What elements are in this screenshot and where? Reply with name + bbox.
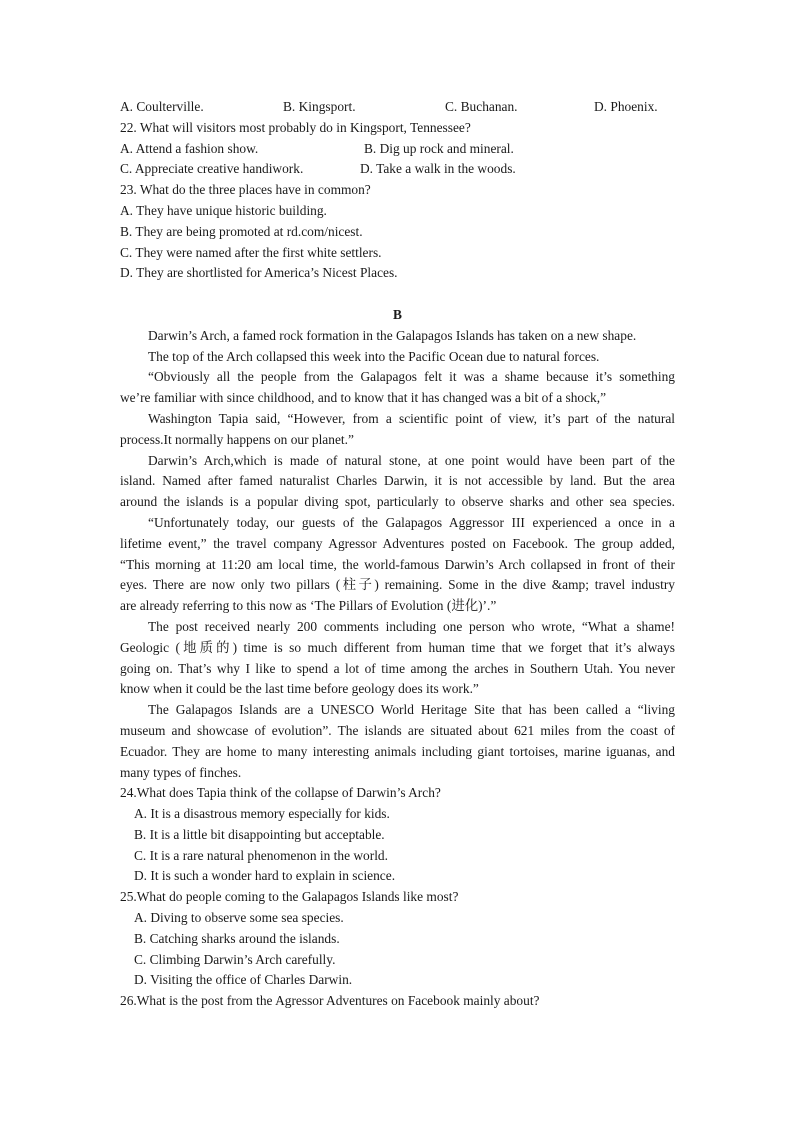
q24-option-b: B. It is a little bit disappointing but acceptable. [134,826,385,842]
q22-option-b: B. Dig up rock and mineral. [364,140,514,156]
q22-options-row2 [120,159,675,180]
passage-paragraph-2 [120,347,675,368]
q23-option-a: A. They have unique historic building. [120,202,327,218]
passage-line: Geologic (地质的) time is so much different from human time that we forget that it’s always [120,639,675,655]
passage-paragraph-7 [120,617,675,700]
passage-line: are already referring to this now as ‘The Pillars of Evolution (进化)’.” [120,598,497,614]
section-title: B [393,306,402,322]
passage-line: going on. That’s why I like to spend a lot of time among the arches in Southern Utah. You never [120,660,675,676]
passage-line: Washington Tapia said, “However, from a scientific point of view, it’s part of the natural [148,410,675,426]
passage-line: “Obviously all the people from the Galapagos felt it was a shame because it’s something [148,369,675,385]
q23-option-d: D. They are shortlisted for America’s Nicest Places. [120,265,398,281]
passage-line: Darwin’s Arch,which is made of natural stone, at one point would have been part of the [148,452,675,468]
q25-question: 25.What do people coming to the Galapagos Islands like most? [120,889,459,905]
passage-paragraph-8 [120,700,675,783]
passage-line: island. Named after famed naturalist Charles Darwin, it is not accessible by land. But the area [120,473,675,489]
q25-option-c: C. Climbing Darwin’s Arch carefully. [134,951,336,967]
passage-line: eyes. There are now only two pillars (柱子) remaining. Some in the dive &amp; travel industry [120,577,675,593]
document-content [120,97,675,1012]
passage-paragraph-5 [120,451,675,513]
passage-line: lifetime event,” the travel company Agressor Adventures posted on Facebook. The group added, [120,535,675,551]
q24-option-d: D. It is such a wonder hard to explain in science. [134,868,396,884]
q23-question: 23. What do the three places have in common? [120,182,371,198]
q21-option-c: C. Buchanan. [445,99,518,114]
passage-line: Darwin’s Arch, a famed rock formation in the Galapagos Islands has taken on a new shape. [148,327,637,343]
q22-question: 22. What will visitors most probably do in Kingsport, Tennessee? [120,119,471,135]
q22-options-row1 [120,139,675,160]
q24-option-a: A. It is a disastrous memory especially for kids. [134,806,390,822]
passage-paragraph-1 [120,326,675,347]
passage-line: we’re familiar with since childhood, and to know that it has changed was a bit of a shock,” [120,390,607,406]
q22-option-d: D. Take a walk in the woods. [360,161,516,177]
q24-option-c: C. It is a rare natural phenomenon in the world. [134,847,388,863]
passage-line: “This morning at 11:20 am local time, the world-famous Darwin’s Arch collapsed in front of their [120,556,675,572]
passage-line: process.It normally happens on our planet.” [120,431,354,447]
q25-option-d: D. Visiting the office of Charles Darwin. [134,972,353,988]
passage-paragraph-6 [120,513,675,617]
passage-paragraph-3 [120,367,675,409]
passage-line: The Galapagos Islands are a UNESCO World Heritage Site that has been called a “living [148,702,675,718]
passage-paragraph-4 [120,409,675,451]
q25-option-b: B. Catching sharks around the islands. [134,930,340,946]
q26-question: 26.What is the post from the Agressor Adventures on Facebook mainly about? [120,993,540,1009]
passage-line: around the islands is a popular diving spot, particularly to observe sharks and other sea species. [120,494,675,510]
spacer [120,284,675,305]
q21-option-a: A. Coulterville. [120,99,204,114]
passage-line: museum and showcase of evolution”. The islands are situated about 621 miles from the coast of [120,722,675,738]
q24-question: 24.What does Tapia think of the collapse of Darwin’s Arch? [120,785,441,801]
passage-line: Ecuador. They are home to many interesting animals including giant tortoises, marine iguanas, and [120,743,675,759]
q21-option-b: B. Kingsport. [283,99,356,114]
passage-line: “Unfortunately today, our guests of the Galapagos Aggressor III experienced a once in a [148,514,675,530]
q22-option-a: A. Attend a fashion show. [120,140,259,156]
passage-line: know when it could be the last time before geology does its work.” [120,681,479,697]
passage-line: The post received nearly 200 comments including one person who wrote, “What a shame! [148,618,675,634]
q25-option-a: A. Diving to observe some sea species. [134,910,344,926]
q22-option-c: C. Appreciate creative handiwork. [120,161,304,177]
passage-line: The top of the Arch collapsed this week into the Pacific Ocean due to natural forces. [148,348,600,364]
q23-option-b: B. They are being promoted at rd.com/nicest. [120,223,363,239]
q21-options [120,97,675,118]
passage-line: many types of finches. [120,764,242,780]
q21-option-d: D. Phoenix. [594,99,658,114]
q23-option-c: C. They were named after the first white settlers. [120,244,382,260]
